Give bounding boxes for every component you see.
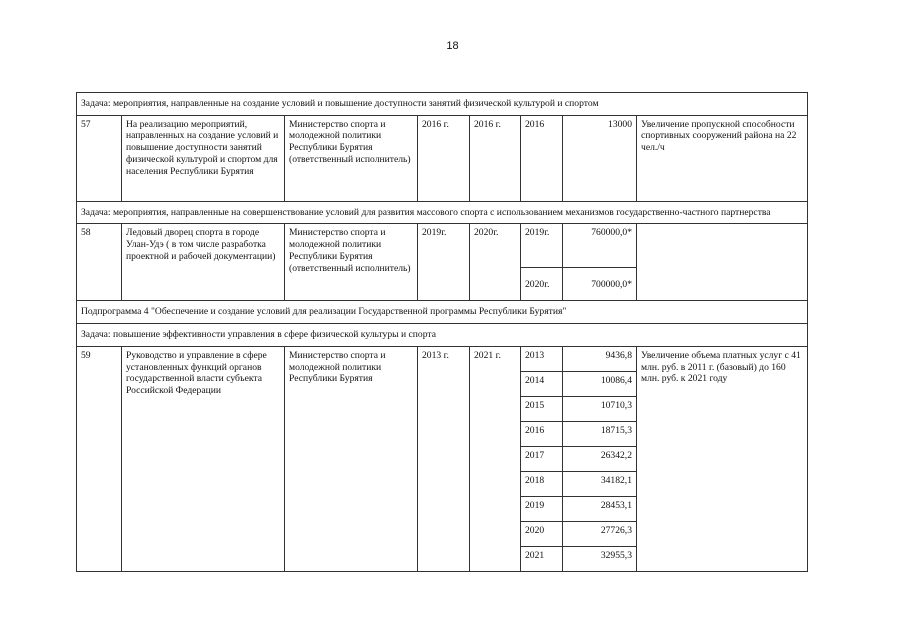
funding-amount: 700000,0* [563,268,637,301]
task-heading: Задача: повышение эффективности управления в сфере физической культуры и спорта [77,324,808,347]
table-row [77,115,808,201]
row-number: 58 [77,224,122,301]
funding-year: 2015 [521,396,563,421]
funding-year: 2016 [521,421,563,446]
measure-name: Ледовый дворец спорта в городе Улан-Удэ ( в том числе разработка проектной и рабочей документации) [122,224,285,301]
funding-year: 2014 [521,371,563,396]
section-row [77,201,808,224]
measure-name: На реализацию мероприятий, направленных на создание условий и повышение доступности занятий физической культурой и спортом для населения Республики Бурятия [122,115,285,201]
page-number: 18 [446,40,459,52]
section-row [77,301,808,324]
expected-result [637,224,808,301]
executor: Министерство спорта и молодежной политики Республики Бурятия (ответственный исполнитель) [285,115,418,201]
funding-amount: 18715,3 [563,421,637,446]
funding-amount: 32955,3 [563,546,637,571]
funding-year: 2019г. [521,224,563,268]
table-row [77,224,808,268]
funding-year: 2020г. [521,268,563,301]
section-row [77,324,808,347]
table-row [77,346,808,371]
task-heading: Задача: мероприятия, направленные на совершенствование условий для развития массового спорта с использованием механизмов государственно-частного партнерства [77,201,808,224]
funding-year: 2018 [521,471,563,496]
subprogram-heading: Подпрограмма 4 "Обеспечение и создание условий для реализации Государственной программы Республики Бурятия" [77,301,808,324]
funding-year: 2016 [521,115,563,201]
start-date: 2019г. [418,224,470,301]
start-date: 2016 г. [418,115,470,201]
funding-amount: 28453,1 [563,496,637,521]
expected-result: Увеличение пропускной способности спортивных сооружений района на 22 чел./ч [637,115,808,201]
funding-year: 2019 [521,496,563,521]
funding-amount: 26342,2 [563,446,637,471]
funding-year: 2017 [521,446,563,471]
program-table [76,92,808,572]
funding-amount: 9436,8 [563,346,637,371]
measure-name: Руководство и управление в сфере установленных функций органов государственной власти субъекта Российской Федерации [122,346,285,571]
funding-year: 2021 [521,546,563,571]
end-date: 2020г. [470,224,521,301]
row-number: 59 [77,346,122,571]
funding-amount: 27726,3 [563,521,637,546]
end-date: 2021 г. [470,346,521,571]
executor: Министерство спорта и молодежной политики Республики Бурятия (ответственный исполнитель) [285,224,418,301]
section-row [77,93,808,116]
executor: Министерство спорта и молодежной политики Республики Бурятия [285,346,418,571]
row-number: 57 [77,115,122,201]
expected-result: Увеличение объема платных услуг с 41 млн. руб. в 2011 г. (базовый) до 160 млн. руб. к 2021 году [637,346,808,571]
funding-amount: 34182,1 [563,471,637,496]
task-heading: Задача: мероприятия, направленные на создание условий и повышение доступности занятий физической культурой и спортом [77,93,808,116]
end-date: 2016 г. [470,115,521,201]
funding-amount: 10710,3 [563,396,637,421]
funding-amount: 13000 [563,115,637,201]
start-date: 2013 г. [418,346,470,571]
funding-year: 2020 [521,521,563,546]
funding-year: 2013 [521,346,563,371]
funding-amount: 760000,0* [563,224,637,268]
funding-amount: 10086,4 [563,371,637,396]
